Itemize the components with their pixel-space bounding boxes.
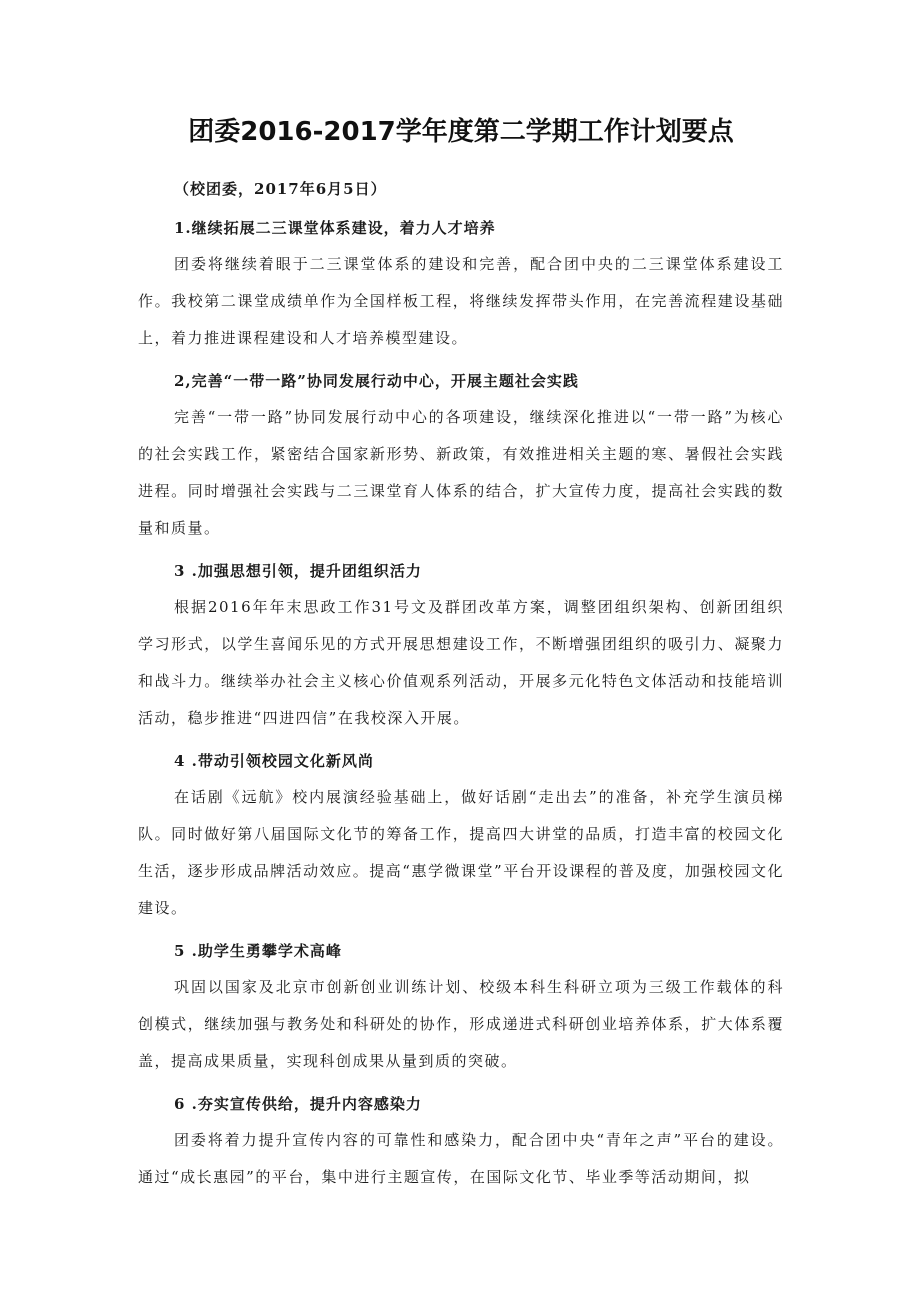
document-page [138, 112, 784, 1202]
section-heading: 4 .带动引领校园文化新风尚 [174, 752, 374, 770]
section-6 [138, 1086, 784, 1196]
section-body: 在话剧《远航》校内展演经验基础上，做好话剧“走出去”的准备，补充学生演员梯队。同时做好第八届国际文化节的筹备工作，提高四大讲堂的品质，打造丰富的校园文化生活，逐步形成品牌活动效应。提高“惠学微课堂”平台开设课程的普及度，加强校园文化建设。 [138, 788, 784, 917]
document-title: 团委2016-2017学年度第二学期工作计划要点 [188, 117, 734, 147]
section-body: 巩固以国家及北京市创新创业训练计划、校级本科生科研立项为三级工作载体的科创模式，继续加强与教务处和科研处的协作，形成递进式科研创业培养体系，扩大体系覆盖，提高成果质量，实现科创成果从量到质的突破。 [138, 978, 784, 1070]
section-5 [138, 933, 784, 1080]
section-2 [138, 363, 784, 547]
section-heading: 5 .助学生勇攀学术高峰 [174, 942, 342, 960]
section-body: 团委将着力提升宣传内容的可靠性和感染力，配合团中央“青年之声”平台的建设。通过“成长惠园”的平台，集中进行主题宣传，在国际文化节、毕业季等活动期间，拟 [138, 1131, 784, 1186]
section-heading: 3 .加强思想引领，提升团组织活力 [174, 562, 422, 580]
document-date: （校团委，2017年6月5日） [174, 180, 387, 198]
section-body: 根据2016年年末思政工作31号文及群团改革方案，调整团组织架构、创新团组织学习形式，以学生喜闻乐见的方式开展思想建设工作，不断增强团组织的吸引力、凝聚力和战斗力。继续举办社会主义核心价值观系列活动，开展多元化特色文体活动和技能培训活动，稳步推进“四进四信”在我校深入开展。 [138, 598, 784, 727]
section-1 [138, 210, 784, 357]
section-heading: 2,完善“一带一路”协同发展行动中心，开展主题社会实践 [174, 372, 579, 390]
section-body: 完善“一带一路”协同发展行动中心的各项建设，继续深化推进以“一带一路”为核心的社会实践工作，紧密结合国家新形势、新政策，有效推进相关主题的寒、暑假社会实践进程。同时增强社会实践与二三课堂育人体系的结合，扩大宣传力度，提高社会实践的数量和质量。 [138, 408, 784, 537]
section-3 [138, 553, 784, 737]
section-heading: 1.继续拓展二三课堂体系建设，着力人才培养 [174, 219, 496, 237]
section-heading: 6 .夯实宣传供给，提升内容感染力 [174, 1095, 422, 1113]
section-4 [138, 743, 784, 927]
section-body: 团委将继续着眼于二三课堂体系的建设和完善，配合团中央的二三课堂体系建设工作。我校第二课堂成绩单作为全国样板工程，将继续发挥带头作用，在完善流程建设基础上，着力推进课程建设和人才培养模型建设。 [138, 255, 784, 347]
